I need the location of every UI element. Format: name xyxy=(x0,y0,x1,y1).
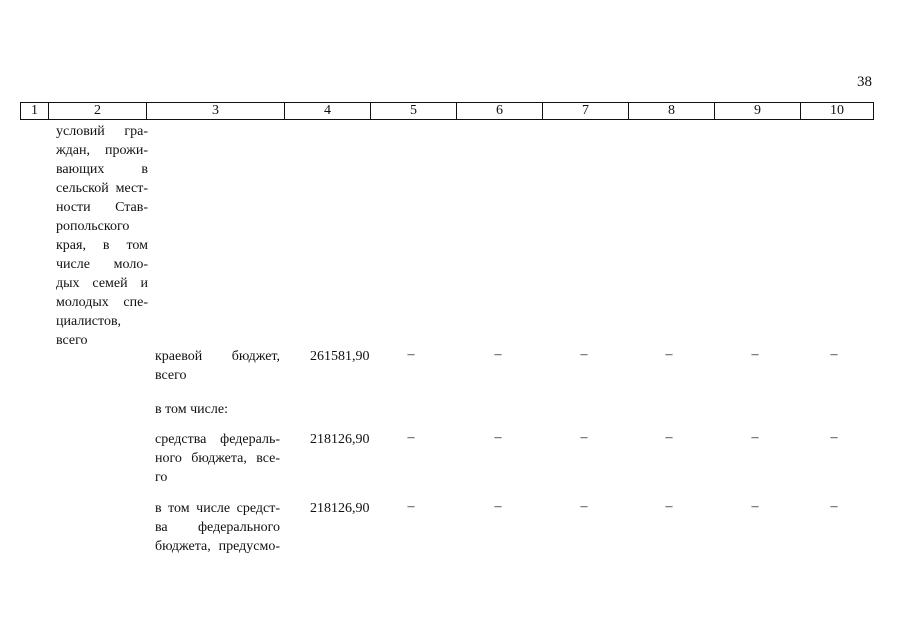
dash-cell: – xyxy=(580,499,588,514)
column-header: 4 xyxy=(285,103,371,120)
dash-cell: – xyxy=(751,499,759,514)
column-header: 7 xyxy=(543,103,629,120)
dash-cell: – xyxy=(830,430,838,445)
description-line: вающих в xyxy=(56,162,148,177)
dash-cell: – xyxy=(494,430,502,445)
column-header: 8 xyxy=(629,103,715,120)
description-line: края, в том xyxy=(56,238,148,253)
funding-source xyxy=(155,430,280,487)
description-line: циалистов, xyxy=(56,314,122,329)
description-line: условий гра- xyxy=(56,124,148,139)
amount-value: 218126,90 xyxy=(310,432,370,447)
column-header: 9 xyxy=(715,103,801,120)
column-header: 1 xyxy=(21,103,49,120)
description-line: молодых спе- xyxy=(56,295,148,310)
column-header: 10 xyxy=(801,103,874,120)
page-number: 38 xyxy=(857,74,872,90)
column-header: 2 xyxy=(49,103,147,120)
source-line: средства федераль- xyxy=(155,432,280,447)
description-line: сельской мест- xyxy=(56,181,148,196)
dash-cell: – xyxy=(751,430,759,445)
source-line: го xyxy=(155,470,168,485)
source-line: ва федерального xyxy=(155,520,280,535)
description-line: числе моло- xyxy=(56,257,148,272)
funding-source xyxy=(155,347,280,385)
dash-cell: – xyxy=(580,347,588,362)
source-line: в том числе средст- xyxy=(155,501,280,516)
source-line: ного бюджета, все- xyxy=(155,451,280,466)
dash-cell: – xyxy=(494,347,502,362)
dash-cell: – xyxy=(580,430,588,445)
dash-cell: – xyxy=(407,347,415,362)
dash-cell: – xyxy=(407,499,415,514)
column-header: 6 xyxy=(457,103,543,120)
dash-cell: – xyxy=(751,347,759,362)
column-header-row xyxy=(20,102,874,120)
funding-source xyxy=(155,400,280,419)
source-line: краевой бюджет, xyxy=(155,349,280,364)
column-header: 3 xyxy=(147,103,285,120)
description-line: ности Став- xyxy=(56,200,148,215)
dash-cell: – xyxy=(665,499,673,514)
source-line: в том числе: xyxy=(155,402,228,417)
dash-cell: – xyxy=(407,430,415,445)
dash-cell: – xyxy=(665,347,673,362)
funding-source xyxy=(155,499,280,556)
description-line: всего xyxy=(56,333,88,348)
dash-cell: – xyxy=(665,430,673,445)
source-line: всего xyxy=(155,368,187,383)
row-description xyxy=(56,122,148,350)
description-line: ждан, прожи- xyxy=(56,143,148,158)
dash-cell: – xyxy=(830,499,838,514)
amount-value: 261581,90 xyxy=(310,349,370,364)
dash-cell: – xyxy=(830,347,838,362)
dash-cell: – xyxy=(494,499,502,514)
source-line: бюджета, предусмо- xyxy=(155,539,280,554)
description-line: ропольского xyxy=(56,219,130,234)
column-header: 5 xyxy=(371,103,457,120)
description-line: дых семей и xyxy=(56,276,148,291)
amount-value: 218126,90 xyxy=(310,501,370,516)
